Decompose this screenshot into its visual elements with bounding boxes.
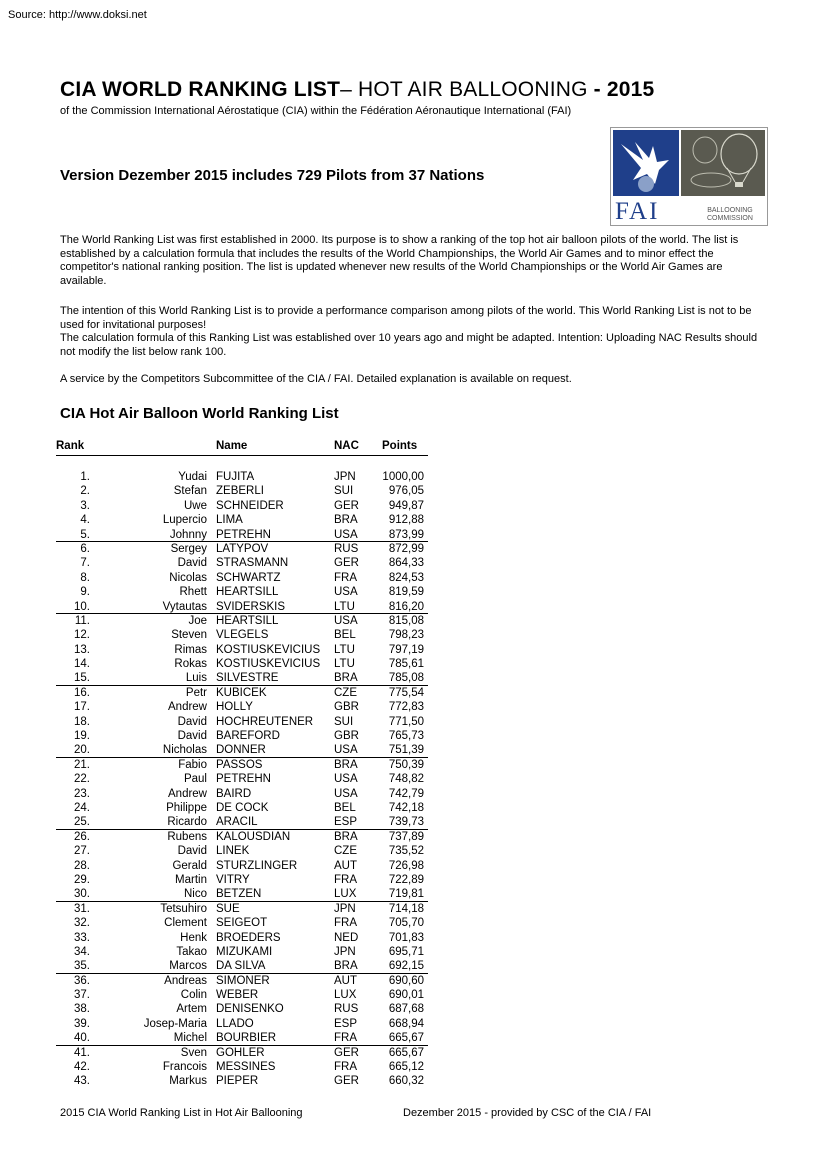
first-name-cell: Colin	[180, 989, 207, 1002]
rank-cell: 10.	[74, 600, 90, 613]
points-cell: 824,53	[388, 571, 424, 584]
points-cell: 873,99	[388, 528, 424, 541]
first-name-cell: Uwe	[183, 499, 207, 512]
first-name-cell: Josep-Maria	[143, 1017, 207, 1030]
footer-title: 2015 CIA World Ranking List in Hot Air Ballooning	[60, 1107, 303, 1119]
last-name-cell: STRASMANN	[216, 557, 289, 570]
rank-cell: 40.	[74, 1032, 90, 1045]
rank-cell: 21.	[74, 758, 90, 771]
nac-cell: BRA	[334, 758, 358, 771]
table-row	[56, 628, 428, 642]
first-name-cell: Vytautas	[162, 600, 207, 613]
points-cell: 690,60	[388, 974, 424, 987]
first-name-cell: Francois	[162, 1061, 207, 1074]
rank-cell: 22.	[74, 773, 90, 786]
nac-cell: FRA	[334, 1032, 357, 1045]
first-name-cell: Ricardo	[167, 816, 207, 829]
table-row	[56, 859, 428, 873]
rank-cell: 3.	[80, 499, 90, 512]
last-name-cell: SCHWARTZ	[216, 571, 281, 584]
rank-cell: 15.	[74, 672, 90, 685]
points-cell: 719,81	[388, 888, 424, 901]
rank-cell: 1.	[80, 471, 90, 483]
nac-cell: CZE	[334, 845, 357, 858]
title-subject: – HOT AIR BALLOONING	[340, 78, 594, 101]
nac-cell: AUT	[334, 974, 357, 987]
first-name-cell: Clement	[164, 917, 207, 930]
nac-cell: USA	[334, 614, 358, 627]
points-cell: 668,94	[388, 1017, 424, 1030]
table-row	[56, 844, 428, 858]
rank-cell: 37.	[74, 989, 90, 1002]
first-name-cell: Marcos	[169, 960, 207, 973]
nac-cell: FRA	[334, 1061, 357, 1074]
nac-cell: JPN	[334, 471, 356, 483]
nac-cell: JPN	[334, 945, 356, 958]
points-cell: 701,83	[388, 931, 424, 944]
nac-cell: GBR	[334, 701, 359, 714]
first-name-cell: Rimas	[174, 643, 207, 656]
nac-cell: FRA	[334, 571, 357, 584]
first-name-cell: Artem	[176, 1003, 207, 1016]
rank-cell: 16.	[74, 686, 90, 699]
points-cell: 665,67	[388, 1046, 424, 1059]
first-name-cell: Stefan	[173, 485, 207, 498]
last-name-cell: PETREHN	[216, 528, 271, 541]
table-row	[56, 959, 428, 973]
last-name-cell: LATYPOV	[216, 542, 269, 555]
rank-cell: 43.	[74, 1075, 90, 1088]
table-row	[56, 729, 428, 743]
points-cell: 692,15	[388, 960, 424, 973]
last-name-cell: BAREFORD	[216, 730, 280, 743]
rank-cell: 17.	[74, 701, 90, 714]
rank-cell: 19.	[74, 730, 90, 743]
rank-cell: 36.	[74, 974, 90, 987]
rank-cell: 12.	[74, 629, 90, 642]
points-cell: 687,68	[388, 1003, 424, 1016]
nac-cell: GER	[334, 1046, 359, 1059]
purpose-paragraph	[60, 305, 760, 359]
nac-cell: LUX	[334, 989, 357, 1002]
last-name-cell: LINEK	[216, 845, 250, 858]
first-name-cell: Andrew	[168, 787, 207, 800]
last-name-cell: DE COCK	[216, 801, 269, 814]
service-paragraph: A service by the Competitors Subcommittee of the CIA / FAI. Detailed explanation is available on request.	[60, 373, 572, 385]
nac-cell: USA	[334, 586, 358, 599]
table-row	[56, 585, 428, 599]
title-year: - 2015	[593, 78, 655, 101]
last-name-cell: PETREHN	[216, 773, 271, 786]
first-name-cell: Takao	[176, 945, 207, 958]
table-row	[56, 758, 428, 772]
first-name-cell: Andrew	[168, 701, 207, 714]
last-name-cell: MIZUKAMI	[216, 945, 273, 958]
rank-cell: 20.	[74, 744, 90, 757]
last-name-cell: ZEBERLI	[216, 485, 264, 498]
points-cell: 1000,00	[382, 471, 424, 483]
last-name-cell: WEBER	[216, 989, 259, 1002]
rank-cell: 18.	[74, 715, 90, 728]
purpose-text: The intention of this World Ranking List is to provide a performance comparison among pilots of the world. This World Ranking List is not to be used for invitational purposes!	[60, 305, 752, 331]
nac-cell: LTU	[334, 600, 355, 613]
nac-cell: FRA	[334, 873, 357, 886]
rank-cell: 24.	[74, 801, 90, 814]
table-row	[56, 887, 428, 901]
points-cell: 742,79	[388, 787, 424, 800]
rank-cell: 9.	[80, 586, 90, 599]
last-name-cell: SEIGEOT	[216, 917, 268, 930]
nac-cell: USA	[334, 773, 358, 786]
fai-logo-text: FAI	[615, 198, 660, 225]
first-name-cell: Joe	[188, 614, 207, 627]
nac-cell: JPN	[334, 902, 356, 915]
last-name-cell: SVIDERSKIS	[216, 600, 286, 613]
points-cell: 665,67	[388, 1032, 424, 1045]
first-name-cell: David	[177, 845, 207, 858]
first-name-cell: Johnny	[169, 528, 207, 541]
table-row	[56, 1031, 428, 1045]
points-cell: 750,39	[388, 758, 424, 771]
column-points: Points	[382, 440, 418, 452]
table-row	[56, 614, 428, 628]
formula-text: The calculation formula of this Ranking List was established over 10 years ago and might be adapted. Intention: Uploading NAC Results should not modify the list below rank 100.	[60, 332, 758, 358]
points-cell: 775,54	[388, 686, 424, 699]
first-name-cell: David	[177, 557, 207, 570]
points-cell: 771,50	[388, 715, 424, 728]
nac-cell: USA	[334, 744, 358, 757]
first-name-cell: Luis	[185, 672, 207, 685]
table-row	[56, 643, 428, 657]
nac-cell: ESP	[334, 1017, 358, 1030]
nac-cell: LTU	[334, 643, 355, 656]
table-body	[56, 470, 428, 1089]
nac-cell: LUX	[334, 888, 357, 901]
rank-cell: 31.	[74, 902, 90, 915]
table-row	[56, 528, 428, 542]
rank-cell: 14.	[74, 658, 90, 671]
table-row	[56, 931, 428, 945]
ranking-heading: CIA Hot Air Balloon World Ranking List	[60, 405, 339, 422]
nac-cell: GBR	[334, 730, 359, 743]
table-row	[56, 1017, 428, 1031]
table-row	[56, 945, 428, 959]
rank-cell: 29.	[74, 873, 90, 886]
rank-cell: 34.	[74, 945, 90, 958]
table-row	[56, 1060, 428, 1074]
rank-cell: 28.	[74, 859, 90, 872]
table-row	[56, 1046, 428, 1060]
table-row	[56, 902, 428, 916]
last-name-cell: HEARTSILL	[216, 586, 279, 599]
eagle-icon	[613, 130, 679, 196]
points-cell: 739,73	[388, 816, 424, 829]
table-row	[56, 988, 428, 1002]
rank-cell: 11.	[74, 614, 90, 627]
last-name-cell: HOLLY	[216, 701, 253, 714]
nac-cell: GER	[334, 1075, 359, 1088]
page-subtitle: of the Commission International Aérostatique (CIA) within the Fédération Aéronautique International (FAI)	[60, 105, 572, 117]
rank-cell: 5.	[80, 528, 90, 541]
points-cell: 735,52	[388, 845, 424, 858]
last-name-cell: BETZEN	[216, 888, 262, 901]
first-name-cell: Petr	[185, 686, 207, 699]
nac-cell: GER	[334, 557, 359, 570]
first-name-cell: Michel	[173, 1032, 207, 1045]
last-name-cell: DONNER	[216, 744, 266, 757]
table-header	[56, 440, 428, 456]
footer-credit: Dezember 2015 - provided by CSC of the CIA / FAI	[403, 1107, 652, 1119]
logo-caption: BALLOONING COMMISSION	[707, 207, 753, 222]
first-name-cell: David	[177, 730, 207, 743]
last-name-cell: LIMA	[216, 514, 243, 527]
table-row	[56, 974, 428, 988]
first-name-cell: Steven	[171, 629, 207, 642]
nac-cell: BEL	[334, 801, 356, 814]
rank-cell: 42.	[74, 1061, 90, 1074]
points-cell: 976,05	[388, 485, 424, 498]
first-name-cell: Rokas	[174, 658, 207, 671]
first-name-cell: Nicolas	[169, 571, 207, 584]
first-name-cell: Nicholas	[162, 744, 207, 757]
nac-cell: CZE	[334, 686, 357, 699]
table-row	[56, 916, 428, 930]
first-name-cell: Markus	[169, 1075, 207, 1088]
nac-cell: SUI	[334, 715, 354, 728]
table-row	[56, 657, 428, 671]
points-cell: 737,89	[388, 830, 424, 843]
points-cell: 872,99	[388, 542, 424, 555]
table-row	[56, 801, 428, 815]
first-name-cell: Philippe	[166, 801, 207, 814]
first-name-cell: Lupercio	[162, 514, 207, 527]
rank-cell: 26.	[74, 830, 90, 843]
title-main: CIA WORLD RANKING LIST	[60, 78, 341, 101]
last-name-cell: BROEDERS	[216, 931, 281, 944]
column-rank: Rank	[56, 440, 85, 452]
version-info: Version Dezember 2015 includes 729 Pilots from 37 Nations	[60, 167, 485, 184]
points-cell: 785,08	[388, 672, 424, 685]
nac-cell: NED	[334, 931, 359, 944]
nac-cell: AUT	[334, 859, 357, 872]
first-name-cell: Andreas	[164, 974, 207, 987]
last-name-cell: BAIRD	[216, 787, 252, 800]
last-name-cell: SILVESTRE	[216, 672, 279, 685]
intro-paragraph: The World Ranking List was first established in 2000. Its purpose is to show a ranking of the top hot air balloon pilots of the world. The list is established by a calculation formula that includes the results of the World Championships, the World Air Games and to minor effect the competitor's national ranking position. The list is updated whenever new results of the World Championships or the World Air Games are available.	[60, 234, 739, 287]
last-name-cell: SIMONER	[216, 974, 270, 987]
last-name-cell: VITRY	[216, 873, 250, 886]
last-name-cell: SCHNEIDER	[216, 499, 284, 512]
rank-cell: 33.	[74, 931, 90, 944]
table-row	[56, 772, 428, 786]
nac-cell: LTU	[334, 658, 355, 671]
table-row	[56, 1074, 428, 1088]
ranking-table	[56, 440, 428, 1088]
rank-cell: 35.	[74, 960, 90, 973]
table-row	[56, 1002, 428, 1016]
points-cell: 665,12	[388, 1061, 424, 1074]
table-row	[56, 830, 428, 844]
points-cell: 765,73	[388, 730, 424, 743]
rank-cell: 30.	[74, 888, 90, 901]
first-name-cell: Rubens	[167, 830, 207, 843]
last-name-cell: PIEPER	[216, 1075, 259, 1088]
balloon-icon	[681, 130, 765, 196]
first-name-cell: Rhett	[179, 586, 207, 599]
points-cell: 864,33	[388, 557, 424, 570]
table-row	[56, 556, 428, 570]
points-cell: 742,18	[388, 801, 424, 814]
last-name-cell: ARACIL	[216, 816, 258, 829]
nac-cell: BRA	[334, 672, 358, 685]
first-name-cell: Sven	[180, 1046, 207, 1059]
first-name-cell: David	[177, 715, 207, 728]
points-cell: 797,19	[388, 643, 424, 656]
nac-cell: BRA	[334, 514, 358, 527]
last-name-cell: GOHLER	[216, 1046, 265, 1059]
points-cell: 816,20	[388, 600, 424, 613]
rank-cell: 27.	[74, 845, 90, 858]
points-cell: 714,18	[388, 902, 424, 915]
points-cell: 751,39	[388, 744, 424, 757]
points-cell: 660,32	[388, 1075, 424, 1088]
nac-cell: USA	[334, 528, 358, 541]
nac-cell: USA	[334, 787, 358, 800]
last-name-cell: LLADO	[216, 1017, 254, 1030]
nac-cell: FRA	[334, 917, 357, 930]
source-url: Source: http://www.doksi.net	[8, 9, 147, 21]
page-title	[60, 78, 654, 102]
rank-cell: 13.	[74, 643, 90, 656]
last-name-cell: HOCHREUTENER	[216, 715, 314, 728]
table-row	[56, 513, 428, 527]
column-nac: NAC	[334, 440, 359, 452]
table-row	[56, 499, 428, 513]
table-row	[56, 700, 428, 714]
first-name-cell: Fabio	[178, 758, 207, 771]
last-name-cell: KOSTIUSKEVICIUS	[216, 643, 321, 656]
points-cell: 748,82	[388, 773, 424, 786]
points-cell: 949,87	[388, 499, 424, 512]
last-name-cell: KOSTIUSKEVICIUS	[216, 658, 321, 671]
last-name-cell: KUBICEK	[216, 686, 267, 699]
points-cell: 690,01	[388, 989, 424, 1002]
nac-cell: RUS	[334, 1003, 359, 1016]
table-row	[56, 571, 428, 585]
nac-cell: ESP	[334, 816, 358, 829]
first-name-cell: Yudai	[178, 471, 207, 483]
table-row	[56, 470, 428, 484]
table-row	[56, 686, 428, 700]
table-row	[56, 815, 428, 829]
points-cell: 912,88	[388, 514, 424, 527]
last-name-cell: KALOUSDIAN	[216, 830, 291, 843]
last-name-cell: FUJITA	[216, 471, 255, 483]
rank-cell: 8.	[80, 571, 90, 584]
rank-cell: 32.	[74, 917, 90, 930]
fai-ballooning-logo	[610, 127, 768, 226]
table-row	[56, 715, 428, 729]
table-row	[56, 542, 428, 556]
points-cell: 798,23	[388, 629, 424, 642]
rank-cell: 38.	[74, 1003, 90, 1016]
points-cell: 722,89	[388, 873, 424, 886]
first-name-cell: Martin	[175, 873, 207, 886]
points-cell: 772,83	[388, 701, 424, 714]
rank-cell: 39.	[74, 1017, 90, 1030]
nac-cell: BEL	[334, 629, 356, 642]
last-name-cell: STURZLINGER	[216, 859, 298, 872]
last-name-cell: VLEGELS	[216, 629, 269, 642]
points-cell: 726,98	[388, 859, 424, 872]
last-name-cell: SUE	[216, 902, 240, 915]
last-name-cell: HEARTSILL	[216, 614, 279, 627]
table-row	[56, 787, 428, 801]
last-name-cell: MESSINES	[216, 1061, 276, 1074]
nac-cell: BRA	[334, 960, 358, 973]
rank-cell: 25.	[74, 816, 90, 829]
first-name-cell: Henk	[180, 931, 207, 944]
rank-cell: 4.	[80, 514, 90, 527]
rank-cell: 2.	[80, 485, 90, 498]
last-name-cell: BOURBIER	[216, 1032, 277, 1045]
last-name-cell: DA SILVA	[216, 960, 266, 973]
table-row	[56, 873, 428, 887]
points-cell: 695,71	[388, 945, 424, 958]
points-cell: 815,08	[388, 614, 424, 627]
table-row	[56, 484, 428, 498]
first-name-cell: Tetsuhiro	[160, 902, 207, 915]
nac-cell: GER	[334, 499, 359, 512]
table-row	[56, 671, 428, 685]
points-cell: 785,61	[388, 658, 424, 671]
last-name-cell: PASSOS	[216, 758, 263, 771]
first-name-cell: Sergey	[170, 542, 207, 555]
rank-cell: 6.	[80, 542, 90, 555]
nac-cell: SUI	[334, 485, 354, 498]
nac-cell: BRA	[334, 830, 358, 843]
column-name: Name	[216, 440, 248, 452]
first-name-cell: Paul	[183, 773, 207, 786]
points-cell: 705,70	[388, 917, 424, 930]
points-cell: 819,59	[388, 586, 424, 599]
first-name-cell: Gerald	[172, 859, 207, 872]
table-row	[56, 743, 428, 757]
last-name-cell: DENISENKO	[216, 1003, 284, 1016]
nac-cell: RUS	[334, 542, 359, 555]
rank-cell: 41.	[74, 1046, 90, 1059]
rank-cell: 23.	[74, 787, 90, 800]
table-row	[56, 600, 428, 614]
first-name-cell: Nico	[183, 888, 207, 901]
rank-cell: 7.	[80, 557, 90, 570]
